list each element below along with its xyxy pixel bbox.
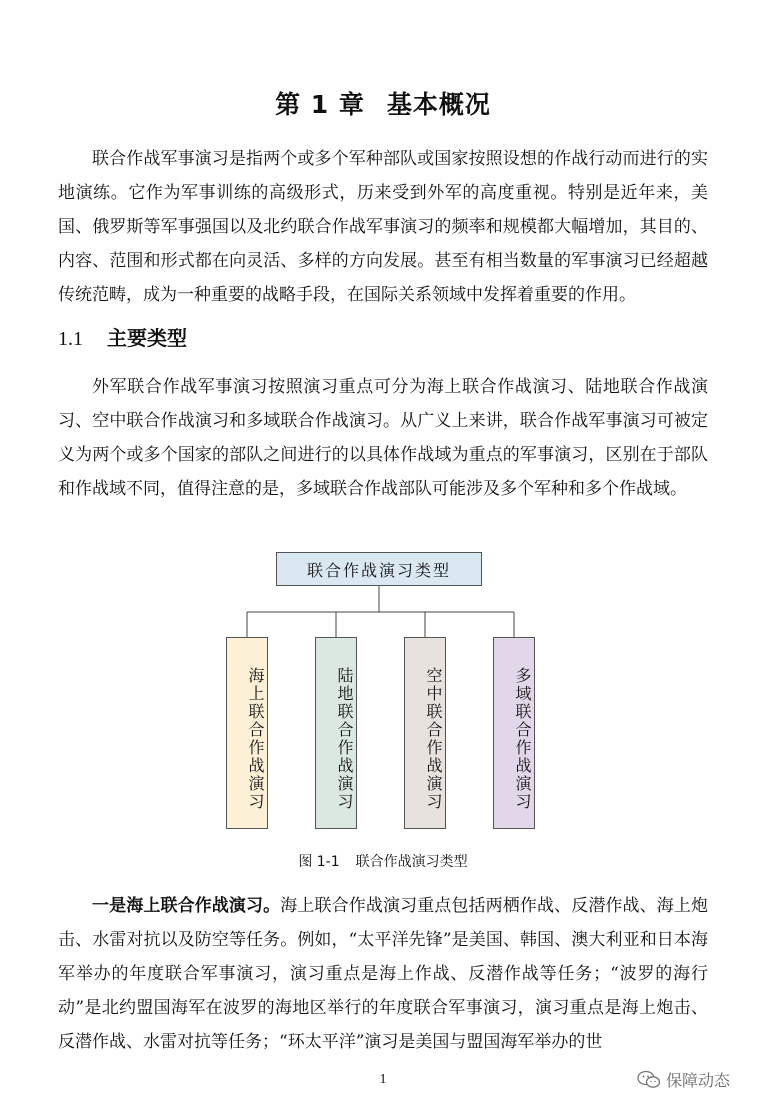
wechat-icon <box>637 1070 661 1090</box>
diagram-node-land: 陆地联合作战演习 <box>315 637 357 829</box>
maritime-lead: 一是海上联合作战演习。 <box>92 896 281 916</box>
page-number: 1 <box>379 1072 387 1087</box>
maritime-paragraph <box>58 889 708 1059</box>
figure-number: 图 1-1 <box>298 854 340 870</box>
maritime-body: 海上联合作战演习重点包括两栖作战、反潜作战、海上炮击、水雷对抗以及防空等任务。例如，“太平洋先锋”是美国、韩国、澳大利亚和日本海军举办的年度联合军事演习，演习重点是海上作战、反潜作战等任务；“波罗的海行动”是北约盟国海军在波罗的海地区举行的年度联合军事演习，演习重点是海上炮击、反潜作战、水雷对抗等任务；“环太平洋”演习是美国与盟国海军举办的世 <box>58 896 709 1052</box>
chapter-name: 基本概况 <box>386 89 491 119</box>
watermark-text: 保障动态 <box>666 1071 731 1090</box>
figure-title: 联合作战演习类型 <box>355 854 468 870</box>
exercise-types-diagram <box>0 540 766 840</box>
chapter-title <box>0 85 766 121</box>
diagram-node-multidomain: 多域联合作战演习 <box>493 637 535 829</box>
diagram-node-air: 空中联合作战演习 <box>404 637 446 829</box>
figure-caption <box>0 851 766 871</box>
section-heading <box>58 322 187 351</box>
chapter-number: 第 1 章 <box>275 89 365 119</box>
intro-paragraph: 联合作战军事演习是指两个或多个军种部队或国家按照设想的作战行动而进行的实地演练。它作为军事训练的高级形式，历来受到外军的高度重视。特别是近年来，美国、俄罗斯等军事强国以及北约联合作战军事演习的频率和规模都大幅增加，其目的、内容、范围和形式都在向灵活、多样的方向发展。甚至有相当数量的军事演习已经超越传统范畴，成为一种重要的战略手段，在国际关系领域中发挥着重要的作用。 <box>58 149 708 305</box>
section-title: 主要类型 <box>107 326 187 350</box>
section-number: 1.1 <box>58 328 83 350</box>
diagram-root-node: 联合作战演习类型 <box>276 552 482 586</box>
watermark <box>637 1068 730 1091</box>
diagram-node-maritime: 海上联合作战演习 <box>226 637 268 829</box>
types-paragraph: 外军联合作战军事演习按照演习重点可分为海上联合作战演习、陆地联合作战演习、空中联合作战演习和多域联合作战演习。从广义上来讲，联合作战军事演习可被定义为两个或多个国家的部队之间进行的以具体作战域为重点的军事演习，区别在于部队和作战域不同，值得注意的是，多域联合作战部队可能涉及多个军种和多个作战域。 <box>58 377 708 499</box>
